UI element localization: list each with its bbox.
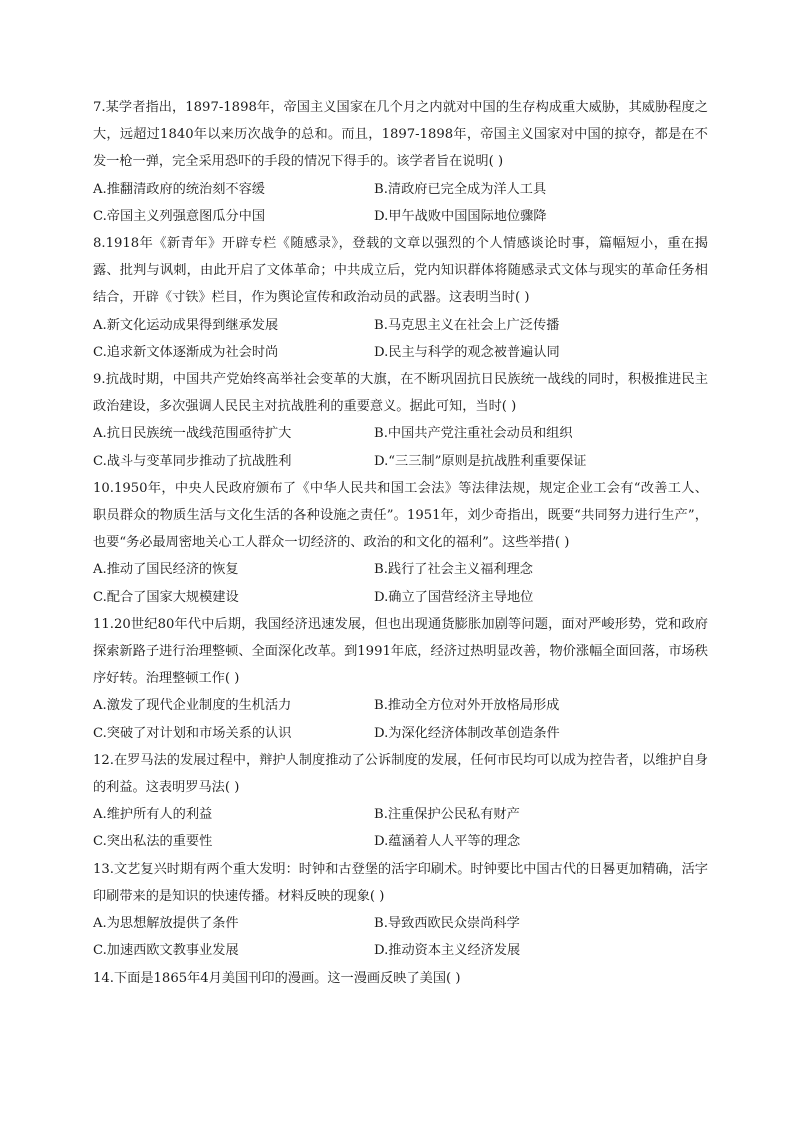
option-c[interactable]: C.帝国主义列强意图瓜分中国 [93,208,266,224]
option-list [93,176,708,230]
option-a[interactable]: A.推动了国民经济的恢复 [93,562,239,578]
option-list [93,801,708,855]
option-c[interactable]: C.追求新文体逐渐成为社会时尚 [93,344,279,360]
option-c[interactable]: C.配合了国家大规模建设 [93,589,239,605]
option-b[interactable]: B.注重保护公民私有财产 [374,807,520,823]
option-d[interactable]: D.民主与科学的观念被普遍认同 [374,344,560,360]
option-b[interactable]: B.清政府已完全成为洋人工具 [374,181,547,197]
option-d[interactable]: D.甲午战败中国国际地位骤降 [374,208,547,224]
question-stem: 12.在罗马法的发展过程中，辩护人制度推动了公诉制度的发展，任何市民均可以成为控告者，以维护自身的利益。这表明罗马法( ) [93,752,708,796]
option-list [93,420,708,474]
question-11 [93,611,708,747]
option-d[interactable]: D.推动资本主义经济发展 [374,943,521,959]
option-c[interactable]: C.突破了对计划和市场关系的认识 [93,725,292,741]
question-12 [93,747,708,856]
question-stem: 7.某学者指出，1897-1898年，帝国主义国家在几个月之内就对中国的生存构成重大威胁，其威胁程度之大，远超过1840年以来历次战争的总和。而且，1897-1898年，帝国主义国家对中国的掠夺，都是在不发一枪一弹，完全采用恐吓的手段的情况下得手的。该学者旨在说明( ) [93,100,708,170]
option-list [93,910,708,964]
question-14 [93,965,708,992]
question-stem: 8.1918年《新青年》开辟专栏《随感录》，登载的文章以强烈的个人情感谈论时事，篇幅短小，重在揭露、批判与讽刺，由此开启了文体革命；中共成立后，党内知识群体将随感录式文体与现实的革命任务相结合，开辟《寸铁》栏目，作为舆论宣传和政治动员的武器。这表明当时( ) [93,236,708,306]
option-a[interactable]: A.为思想解放提供了条件 [93,916,239,932]
option-b[interactable]: B.马克思主义在社会上广泛传播 [374,317,560,333]
option-b[interactable]: B.推动全方位对外开放格局形成 [374,698,560,714]
option-a[interactable]: A.新文化运动成果得到继承发展 [93,317,279,333]
option-d[interactable]: D.确立了国营经济主导地位 [374,589,534,605]
option-b[interactable]: B.中国共产党注重社会动员和组织 [374,426,573,442]
option-c[interactable]: C.加速西欧文教事业发展 [93,943,239,959]
option-a[interactable]: A.维护所有人的利益 [93,807,213,823]
option-a[interactable]: A.激发了现代企业制度的生机活力 [93,698,292,714]
question-8 [93,230,708,366]
option-b[interactable]: B.践行了社会主义福利理念 [374,562,533,578]
option-d[interactable]: D.“三三制”原则是抗战胜利重要保证 [374,453,587,469]
option-list [93,312,708,366]
question-13 [93,856,708,965]
question-stem: 13.文艺复兴时期有两个重大发明：时钟和古登堡的活字印刷术。时钟要比中国古代的日晷更加精确，活字印刷带来的是知识的快速传播。材料反映的现象( ) [93,861,708,904]
option-b[interactable]: B.导致西欧民众崇尚科学 [374,916,520,932]
option-a[interactable]: A.推翻清政府的统治刻不容缓 [93,181,265,197]
option-list [93,692,708,746]
exam-page [93,94,708,992]
option-list [93,556,708,610]
question-stem: 10.1950年，中央人民政府颁布了《中华人民共和国工会法》等法律法规，规定企业工会有“改善工人、职员群众的物质生活与文化生活的各种设施之责任”。1951年，刘少奇指出，既要“共同努力进行生产”，也要“务必最周密地关心工人群众一切经济的、政治的和文化的福利”。这些举措( ) [93,480,708,551]
question-10 [93,475,708,611]
option-a[interactable]: A.抗日民族统一战线范围亟待扩大 [93,426,292,442]
question-9 [93,366,708,475]
question-stem: 14.下面是1865年4月美国刊印的漫画。这一漫画反映了美国( ) [93,970,461,986]
question-stem: 9.抗战时期，中国共产党始终高举社会变革的大旗，在不断巩固抗日民族统一战线的同时，积极推进民主政治建设，多次强调人民民主对抗战胜利的重要意义。据此可知，当时( ) [93,372,708,415]
option-d[interactable]: D.为深化经济体制改革创造条件 [374,725,560,741]
question-stem: 11.20世纪80年代中后期，我国经济迅速发展，但也出现通货膨胀加剧等问题，面对严峻形势，党和政府探索新路子进行治理整顿、全面深化改革。到1991年底，经济过热明显改善，物价涨幅全面回落，市场秩序好转。治理整顿工作( ) [93,616,708,687]
question-7 [93,94,708,230]
option-d[interactable]: D.蕴涵着人人平等的理念 [374,834,521,850]
option-c[interactable]: C.突出私法的重要性 [93,834,213,850]
option-c[interactable]: C.战斗与变革同步推动了抗战胜利 [93,453,292,469]
